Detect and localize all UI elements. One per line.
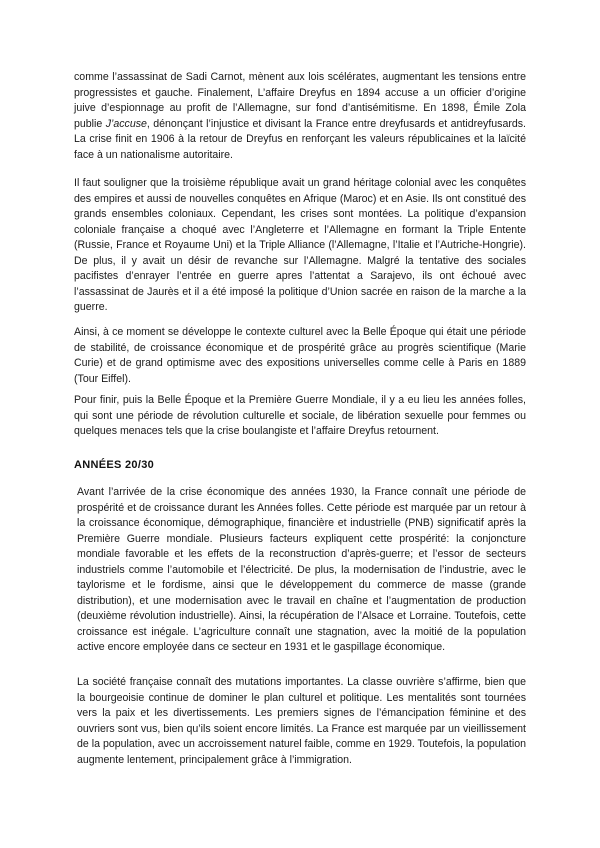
paragraph-colonial-heritage: Il faut souligner que la troisième république avait un grand héritage colonial avec les conquêtes des empires et aussi de nouvelles conquêtes en Afrique (Maroc) et en Asie. Ils ont constitué des grands ensembles coloniaux. Cependant, les crises sont montées. La politique d’expansion coloniale française a choqué avec l’Angleterre et l’Allemagne en formant la Triple Entente (Russie, France et Royaume Uni) et la Triple Alliance (l’Allemagne, l’Italie et l’Autriche-Hongrie). De plus, il y avait un désir de revanche sur l’Allemagne. Malgré la tentative des sociales pacifistes d’enrayer l’entrée en guerre apres l’attentat a Sarajevo, ils ont échoué avec l’assassinat de Jaurès et il a été imposé la politique d’Union sacrée en raison de la marche a la guerre. — [74, 177, 526, 313]
paragraph-dreyfus-affair — [74, 70, 526, 163]
paragraph-prosperity: Avant l’arrivée de la crise économique des années 1930, la France connaît une période de prospérité et de croissance durant les Années folles. Cette période est marquée par un retour à la croissance économique, démographique, financière et industrielle (PNB) significatif après la Première Guerre mondiale. Plusieurs facteurs expliquent cette prospérité: la conjoncture mondiale favorable et les effets de la reconstruction d’après-guerre; et l’essor de secteurs industriels comme l’automobile et l’électricité. De plus, la modernisation de l’industrie, avec le taylorisme et le fordisme, ainsi que le développement du commerce de masse (grande distribution), et une modernisation avec le travail en chaîne et l’augmentation de production (deuxième révolution industrielle). Ainsi, la récupération de l’Alsace et Lorraine. Toutefois, cette croissance est inégale. L’agriculture connaît une stagnation, avec la moitié de la population active encore employée dans ce secteur en 1931 et le gaspillage économique. — [77, 486, 526, 653]
jaccuse-title: J’accuse — [105, 117, 147, 130]
paragraph-annees-folles: Pour finir, puis la Belle Époque et la Première Guerre Mondiale, il y a eu lieu les années folles, qui sont une période de révolution culturelle et sociale, de libération sexuelle pour femmes ou quelques menaces tels que la crise boulangiste et l’affaire Dreyfus retournent. — [74, 394, 526, 437]
section-heading-annees-20-30: ANNÉES 20/30 — [74, 459, 155, 471]
paragraph-society-mutations: La société française connaît des mutations importantes. La classe ouvrière s’affirme, bien que la bourgeoisie continue de dominer le plan culturel et politique. Les mentalités sont tournées vers la paix et les divertissements. Les premiers signes de l’émancipation féminine et des ouvriers sont vus, bien qu’ils soient encore limités. La France est marquée par un vieillissement de la population, avec un accroissement naturel faible, comme en 1929. Toutefois, la population augmente lentement, principalement grâce à l’immigration. — [77, 676, 526, 766]
paragraph-belle-epoque: Ainsi, à ce moment se développe le contexte culturel avec la Belle Époque qui était une période de stabilité, de croissance économique et de prospérité grâce au progrès scientifique (Marie Curie) et de grand optimisme avec des expositions universelles comme celle à Paris en 1889 (Tour Eiffel). — [74, 326, 526, 385]
paragraph-dreyfus-text-start: comme l’assassinat de Sadi Carnot, mènent aux lois scélérates, augmentant les tensions entre progressistes et gauche. Finalement, L’affaire Dreyfus en 1894 accuse a un officier d’origine juive d’espionnage au profit de l’Allemagne, sur fond d’antisémitisme. En 1898, Émile Zola publie — [74, 71, 526, 130]
paragraph-dreyfus-text-end: , dénonçant l’injustice et divisant la France entre dreyfusards et antidreyfusards. La crise finit en 1906 à la retour de Dreyfus en renforçant les valeurs républicaines et la laïcité face à un nationalisme autoritaire. — [74, 117, 527, 161]
